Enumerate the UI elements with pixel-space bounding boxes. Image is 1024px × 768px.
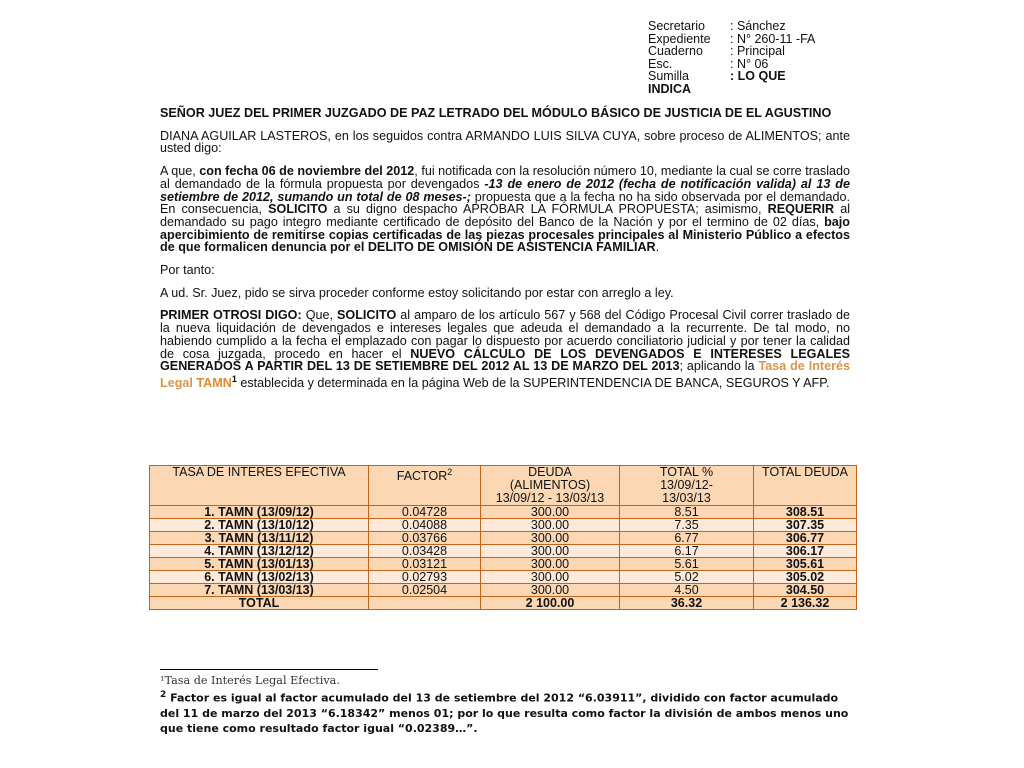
- text-run: A que,: [160, 164, 200, 179]
- header-value: : Sánchez: [730, 19, 786, 33]
- rate-cell: 4. TAMN (13/12/12): [150, 545, 369, 558]
- text-run: TAMN: [196, 376, 232, 391]
- table-row: [150, 532, 857, 545]
- text-run: ; aplicando la: [679, 359, 759, 374]
- header-cell: [620, 466, 754, 506]
- header-label: 13/09/12-: [660, 478, 713, 492]
- pct-cell: 5.02: [620, 571, 754, 584]
- header-label: 13/09/12 - 13/03/13: [495, 491, 605, 505]
- debt-cell: 300.00: [481, 571, 620, 584]
- addressee: SEÑOR JUEZ DEL PRIMER JUZGADO DE PAZ LETRADO DEL MÓDULO BÁSICO DE JUSTICIA DE EL AGUSTINO: [160, 106, 832, 120]
- pct-cell: 7.35: [620, 519, 754, 532]
- pct-cell: 36.32: [620, 597, 754, 610]
- debt-cell: 300.00: [481, 519, 620, 532]
- text-run: Tasa de Interés Legal: [160, 359, 851, 391]
- header-cell: [754, 466, 857, 506]
- header-row: [648, 45, 815, 58]
- text-run: PRIMER OTROSI DIGO:: [160, 308, 302, 323]
- total-cell: 307.35: [754, 519, 857, 532]
- table-header-row: [150, 466, 857, 506]
- total-cell: 308.51: [754, 506, 857, 519]
- text-run: NUEVO CÁLCULO DE LOS DEVENGADOS E INTERESES LEGALES GENERADOS A PARTIR DEL 13 DE SETIEMBRE DEL 2012 AL 13 DE MARZO DEL 2013: [160, 346, 850, 374]
- rate-cell: 7. TAMN (13/03/13): [150, 584, 369, 597]
- text-run: REQUERIR: [767, 202, 835, 217]
- header-value: : LO QUE: [730, 69, 786, 84]
- header-label: TOTAL %: [659, 465, 714, 479]
- table-row: [150, 571, 857, 584]
- factor-cell: 0.03766: [369, 532, 481, 545]
- pct-cell: 6.77: [620, 532, 754, 545]
- text-run: -13 de enero de 2012 (fecha de notificación valida) al 13 de setiembre de 2012, sumando un total de 08 meses-;: [160, 176, 850, 204]
- header-key: Expediente: [648, 31, 711, 46]
- header-label: 13/03/13: [662, 491, 711, 505]
- total-cell: 305.61: [754, 558, 857, 571]
- header-key: Esc.: [648, 56, 673, 71]
- interest-table: [149, 465, 857, 610]
- text-run: establecida y determinada en la página Web de la SUPERINTENDENCIA DE BANCA, SEGUROS Y AFP.: [236, 376, 830, 391]
- case-header: [648, 20, 815, 96]
- header-value: : N° 06: [730, 56, 769, 71]
- rate-cell: 2. TAMN (13/10/12): [150, 519, 369, 532]
- total-cell: 305.02: [754, 571, 857, 584]
- total-cell: 306.77: [754, 532, 857, 545]
- table-row: [150, 558, 857, 571]
- header-key: Secretario: [648, 19, 705, 33]
- main-paragraph: [160, 165, 850, 254]
- text-run: a su digno despacho APROBAR LA FÓRMULA PROPUESTA; asimismo,: [327, 202, 768, 217]
- debt-cell: 300.00: [481, 506, 620, 519]
- debt-cell: 2 100.00: [481, 597, 620, 610]
- footnote-marker: 2: [160, 690, 167, 700]
- factor-cell: 0.04088: [369, 519, 481, 532]
- footnote-marker: 1: [231, 373, 237, 384]
- pct-cell: 4.50: [620, 584, 754, 597]
- header-value: : N° 260-11 -FA: [730, 31, 816, 46]
- text-run: , fui notificada con la resolución número 10, mediante la cual se corre traslado al demandado de la fórmula propuesta por devengados: [160, 164, 851, 191]
- sumilla-continuation: INDICA: [648, 81, 692, 96]
- text-run: al demandado su pago integro mediante certificado de depósito del Banco de la Nación y por el termino de 02 días,: [160, 202, 851, 229]
- factor-cell: [369, 597, 481, 610]
- header-label: TASA DE INTERES EFECTIVA: [172, 465, 346, 479]
- debt-cell: 300.00: [481, 545, 620, 558]
- factor-cell: 0.03121: [369, 558, 481, 571]
- header-key: Cuaderno: [648, 44, 703, 59]
- text-run: bajo apercibimiento de remitirse copias certificadas de las piezas procesales principales al Ministerio Público a efectos de que formalicen denuncia por el DELITO DE OMISIÓN DE ASISTENCIA FAMILIAR: [160, 214, 850, 255]
- intro-paragraph: DIANA AGUILAR LASTEROS, en los seguidos contra ARMANDO LUIS SILVA CUYA, sobre proceso de ALIMENTOS; ante usted digo:: [160, 128, 850, 156]
- por-tanto: Por tanto:: [160, 263, 215, 278]
- factor-cell: 0.02793: [369, 571, 481, 584]
- factor-cell: 0.03428: [369, 545, 481, 558]
- header-label: DEUDA: [528, 465, 572, 479]
- header-label: FACTOR: [396, 469, 448, 484]
- rate-cell: 5. TAMN (13/01/13): [150, 558, 369, 571]
- header-value: : Principal: [730, 44, 785, 59]
- rate-cell: 1. TAMN (13/09/12): [150, 506, 369, 519]
- rate-cell: 6. TAMN (13/02/13): [150, 571, 369, 584]
- text-run: con fecha 06 de noviembre del 2012: [199, 164, 415, 179]
- header-key: Sumilla: [648, 69, 689, 84]
- text-run: .: [655, 240, 660, 255]
- pct-cell: 8.51: [620, 506, 754, 519]
- header-cell: [369, 466, 481, 506]
- debt-cell: 300.00: [481, 584, 620, 597]
- table-row: [150, 584, 857, 597]
- table-row: [150, 506, 857, 519]
- request-paragraph: A ud. Sr. Juez, pido se sirva proceder conforme estoy solicitando por estar con arreglo a ley.: [160, 285, 674, 300]
- header-cell: [150, 466, 369, 506]
- rate-cell: 3. TAMN (13/11/12): [150, 532, 369, 545]
- footnote-1: ¹Tasa de Interés Legal Efectiva.: [160, 674, 340, 687]
- table-row: [150, 519, 857, 532]
- text-run: al amparo de los artículo 567 y 568 del Código Procesal Civil correr traslado de la nueva liquidación de devengados e intereses legales que adeuda el demandado a la recurrente. De tal modo, no habiendo cumplido a la fecha el emplazado con pagar lo dispuesto por acuerdo conciliatorio judicial y por tener la calidad de cosa juzgada, procedo en hacer el: [160, 308, 850, 361]
- footnotes: [160, 674, 850, 736]
- header-cell: [481, 466, 620, 506]
- footnote-2: [160, 688, 850, 736]
- table-total-row: [150, 597, 857, 610]
- pct-cell: 6.17: [620, 545, 754, 558]
- total-cell: 2 136.32: [754, 597, 857, 610]
- text-run: propuesta que a la fecha no ha sido observada por el demandado. En consecuencia,: [160, 189, 850, 217]
- footnote-marker: 2: [447, 467, 453, 477]
- factor-cell: 0.02504: [369, 584, 481, 597]
- text-run: Que,: [301, 308, 338, 323]
- pct-cell: 5.61: [620, 558, 754, 571]
- total-cell: 306.17: [754, 545, 857, 558]
- total-cell: 304.50: [754, 584, 857, 597]
- text-run: SOLICITO: [337, 308, 397, 323]
- document-body: [160, 107, 850, 400]
- header-label: (ALIMENTOS): [509, 478, 591, 492]
- footnote-divider: [160, 669, 378, 670]
- header-label: TOTAL DEUDA: [762, 465, 848, 479]
- header-row: [648, 20, 815, 33]
- debt-cell: 300.00: [481, 558, 620, 571]
- total-label: TOTAL: [150, 597, 369, 610]
- factor-cell: 0.04728: [369, 506, 481, 519]
- text-run: SOLICITO: [268, 202, 328, 217]
- footnote-text: Factor es igual al factor acumulado del 13 de setiembre del 2012 “6.03911”, dividido con factor acumulado del 11 de marzo del 2013 “6.18342” menos 01; por lo que resulta como factor la división de ambos menos uno que tiene como resultado factor igual “0.02389…”.: [160, 691, 849, 735]
- otrosi-paragraph: [160, 309, 850, 389]
- debt-cell: 300.00: [481, 532, 620, 545]
- table-row: [150, 545, 857, 558]
